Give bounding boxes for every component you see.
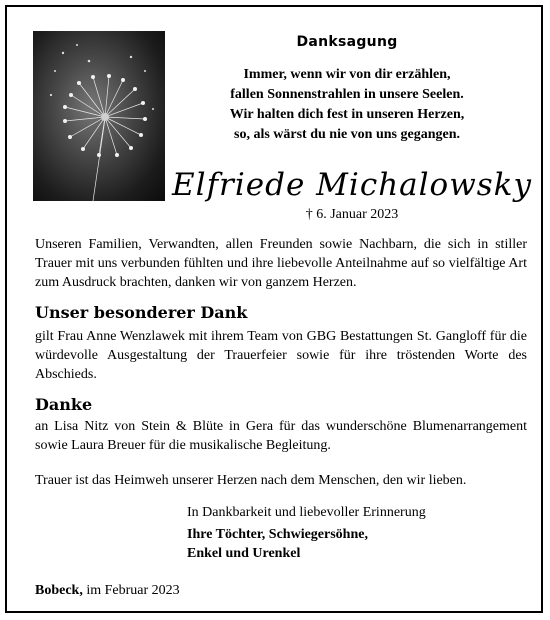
obituary-notice — [5, 5, 543, 613]
footer-date: im Februar 2023 — [86, 583, 180, 598]
poem-line: Immer, wenn wir von dir erzählen, — [243, 67, 451, 82]
death-date: † 6. Januar 2023 — [305, 207, 399, 222]
signature-line: Enkel und Urenkel — [187, 546, 301, 561]
intro-paragraph: Unseren Familien, Verwandten, allen Freunden sowie Nachbarn, die sich in stiller Trauer mit uns verbunden fühlten und ihre liebevolle Anteilnahme auf so vielfältige Art zum Ausdruck brachten, danken wir von ganzem Herzen. — [35, 237, 527, 290]
footer-place: Bobeck, — [35, 583, 83, 598]
special-thanks-heading: Unser besonderer Dank — [35, 303, 248, 322]
dandelion-photo — [33, 31, 165, 201]
signature-line: Ihre Töchter, Schwiegersöhne, — [187, 527, 368, 542]
poem-line: fallen Sonnenstrahlen in unsere Seelen. — [230, 87, 464, 102]
poem — [197, 65, 497, 145]
poem-line: Wir halten dich fest in unseren Herzen, — [229, 107, 465, 122]
footer — [35, 581, 527, 600]
thanks-heading: Danke — [35, 395, 93, 414]
quote: Trauer ist das Heimweh unserer Herzen nach dem Menschen, den wir lieben. — [35, 473, 467, 488]
page-title: Danksagung — [296, 34, 398, 50]
thanks-text: an Lisa Nitz von Stein & Blüte in Gera für das wunderschöne Blumenarrangement sowie Laura Breuer für die musikalische Begleitung. — [35, 419, 527, 453]
dandelion-icon — [33, 31, 165, 201]
deceased-name: Elfriede Michalowsky — [172, 167, 532, 203]
special-thanks-text: gilt Frau Anne Wenzlawek mit ihrem Team von GBG Bestattungen St. Gangloff für die würdevolle Ausgestaltung der Trauerfeier sowie für ihre tröstenden Worte des Abschieds. — [35, 329, 527, 382]
closing-line: In Dankbarkeit und liebevoller Erinnerung — [187, 505, 426, 520]
poem-line: so, als wärst du nie von uns gegangen. — [234, 127, 460, 142]
